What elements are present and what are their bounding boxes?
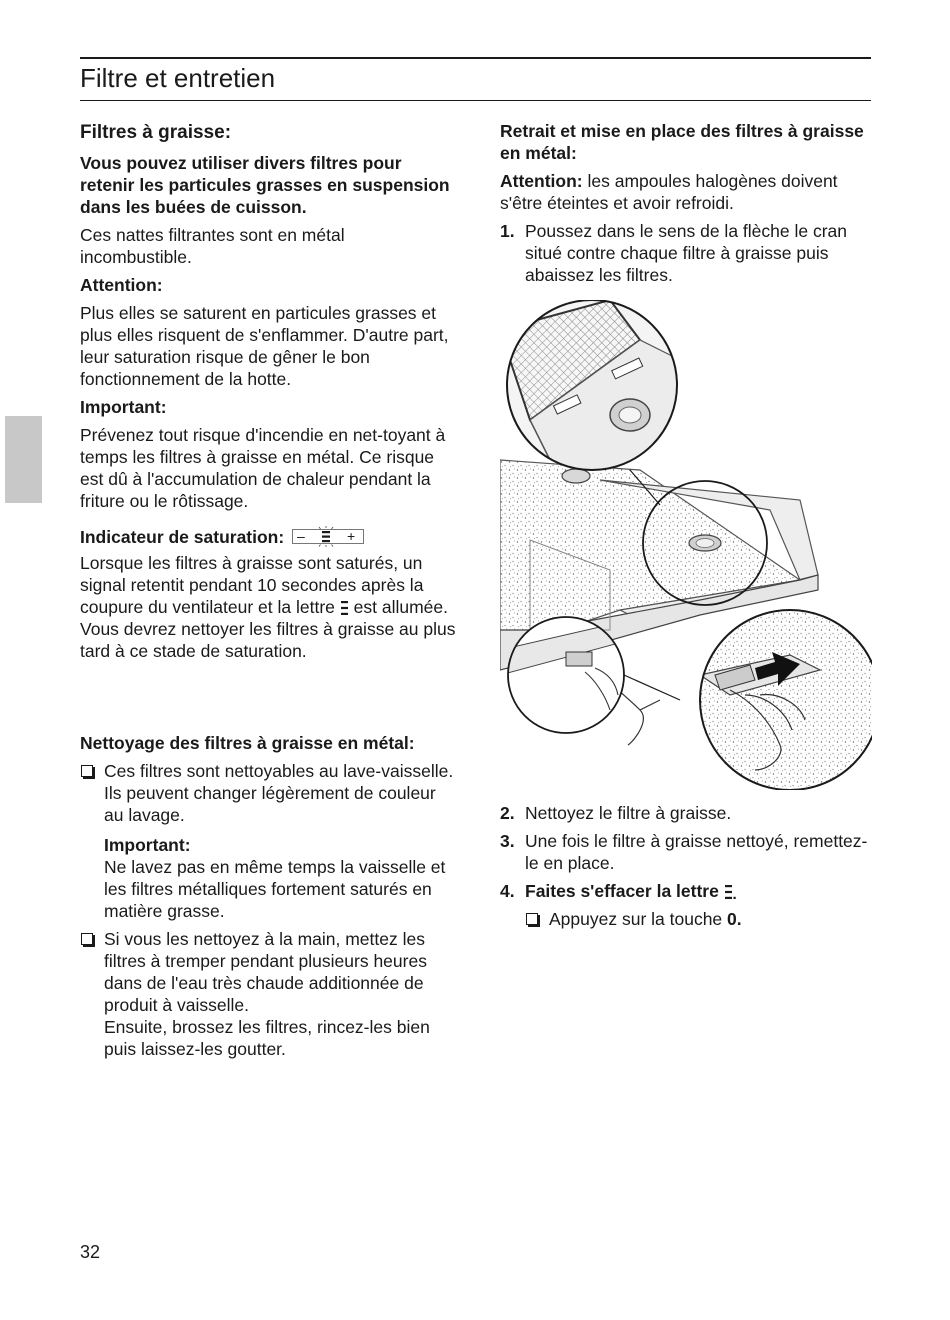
right-column-steps [500,802,872,936]
header-rule-top [80,57,871,59]
bullet1-important-label: Important: [104,835,191,855]
right-attention [500,170,872,214]
detail-circle-top [500,300,700,480]
indicator-minus: – [297,528,305,544]
indicator-plus: + [347,528,356,544]
right-attention-text: les ampoules halogènes doivent s'être éteintes et avoir refroidi. [500,171,838,213]
cleaning-title: Nettoyage des filtres à graisse en métal: [80,733,415,753]
step-text: Une fois le filtre à graisse nettoyé, remettez-le en place. [525,831,868,873]
detail-circle-bottom-right [700,610,872,790]
attention-label: Attention: [80,275,163,295]
filter-removal-illustration [500,300,872,790]
section-title-grease-filters: Filtres à graisse: [80,122,232,143]
checkbox-bullet-icon [526,913,538,925]
important-label: Important: [80,397,167,417]
saturation-letter-icon [724,884,736,900]
step-text: Faites s'effacer la lettre [525,881,719,901]
bullet1-important-text: Ne lavez pas en même temps la vaisselle et les filtres métalliques fortement saturés en matière grasse. [104,857,446,921]
checkbox-bullet-icon [81,765,93,777]
sub-bullet-press-key [525,908,872,930]
bullet2-text: Si vous les nettoyez à la main, mettez les filtres à tremper pendant plusieurs heures dans de l'eau très chaude additionnée de produit à vaisselle. [104,929,427,1015]
step-2 [500,802,872,824]
step-number: 4. [500,881,515,901]
saturation-label: Indicateur de saturation: [80,527,285,547]
list-item-hand-wash [80,928,460,1060]
header-rule-bottom [80,100,871,101]
right-attention-label: Attention: [500,171,583,191]
step-text: Poussez dans le sens de la flèche le cran situé contre chaque filtre à graisse puis abaissez les filtres. [525,221,847,285]
removal-title: Retrait et mise en place des filtres à graisse en métal: [500,121,864,163]
step-1 [500,220,872,286]
bullet2-text-b: Ensuite, brossez les filtres, rincez-les bien puis laissez-les goutter. [104,1017,430,1059]
intro-bold-text: Vous pouvez utiliser divers filtres pour retenir les particules grasses en suspension dans les buées de cuisson. [80,153,450,217]
attention-text: Plus elles se saturent en particules grasses et plus elles risquent de s'enflammer. D'autre part, leur saturation risque de gêner le bon fonctionnement de la hotte. [80,303,449,389]
saturation-letter-icon [340,600,349,616]
right-column [500,120,872,292]
saturation-text-part2: est allumée. Vous devrez nettoyer les filtres à graisse au plus tard à ce stade de saturation. [80,597,456,661]
section-tab-marker [5,416,42,503]
page-title: Filtre et entretien [80,63,276,93]
connector-line-bottom [624,675,680,700]
step-number: 3. [500,831,515,851]
step-number: 1. [500,221,515,241]
sub-bullet-text: Appuyez sur la touche [549,909,723,929]
step-4 [500,880,872,902]
saturation-indicator-icon [292,526,364,548]
saturation-heading [80,526,460,548]
saturation-text [80,552,460,662]
left-column [80,120,460,1066]
intro-text: Ces nattes filtrantes sont en métal incombustible. [80,225,345,267]
bullet1-text: Ces filtres sont nettoyables au lave-vaisselle. Ils peuvent changer légèrement de couleur au lavage. [104,761,454,825]
list-item-dishwasher [80,760,460,922]
important-text: Prévenez tout risque d'incendie en net-toyant à temps les filtres à graisse en métal. Ce risque est dû à l'accumulation de chaleur pendant la friture ou le rôtissage. [80,425,446,511]
checkbox-bullet-icon [81,933,93,945]
step-3 [500,830,872,874]
step-text: Nettoyez le filtre à graisse. [525,803,732,823]
saturation-text-part1: Lorsque les filtres à graisse sont saturés, un signal retentit pendant 10 secondes après la coupure du ventilateur et la lettre [80,553,424,617]
page-number: 32 [80,1242,101,1262]
step-number: 2. [500,803,515,823]
key-zero: 0. [727,909,742,929]
